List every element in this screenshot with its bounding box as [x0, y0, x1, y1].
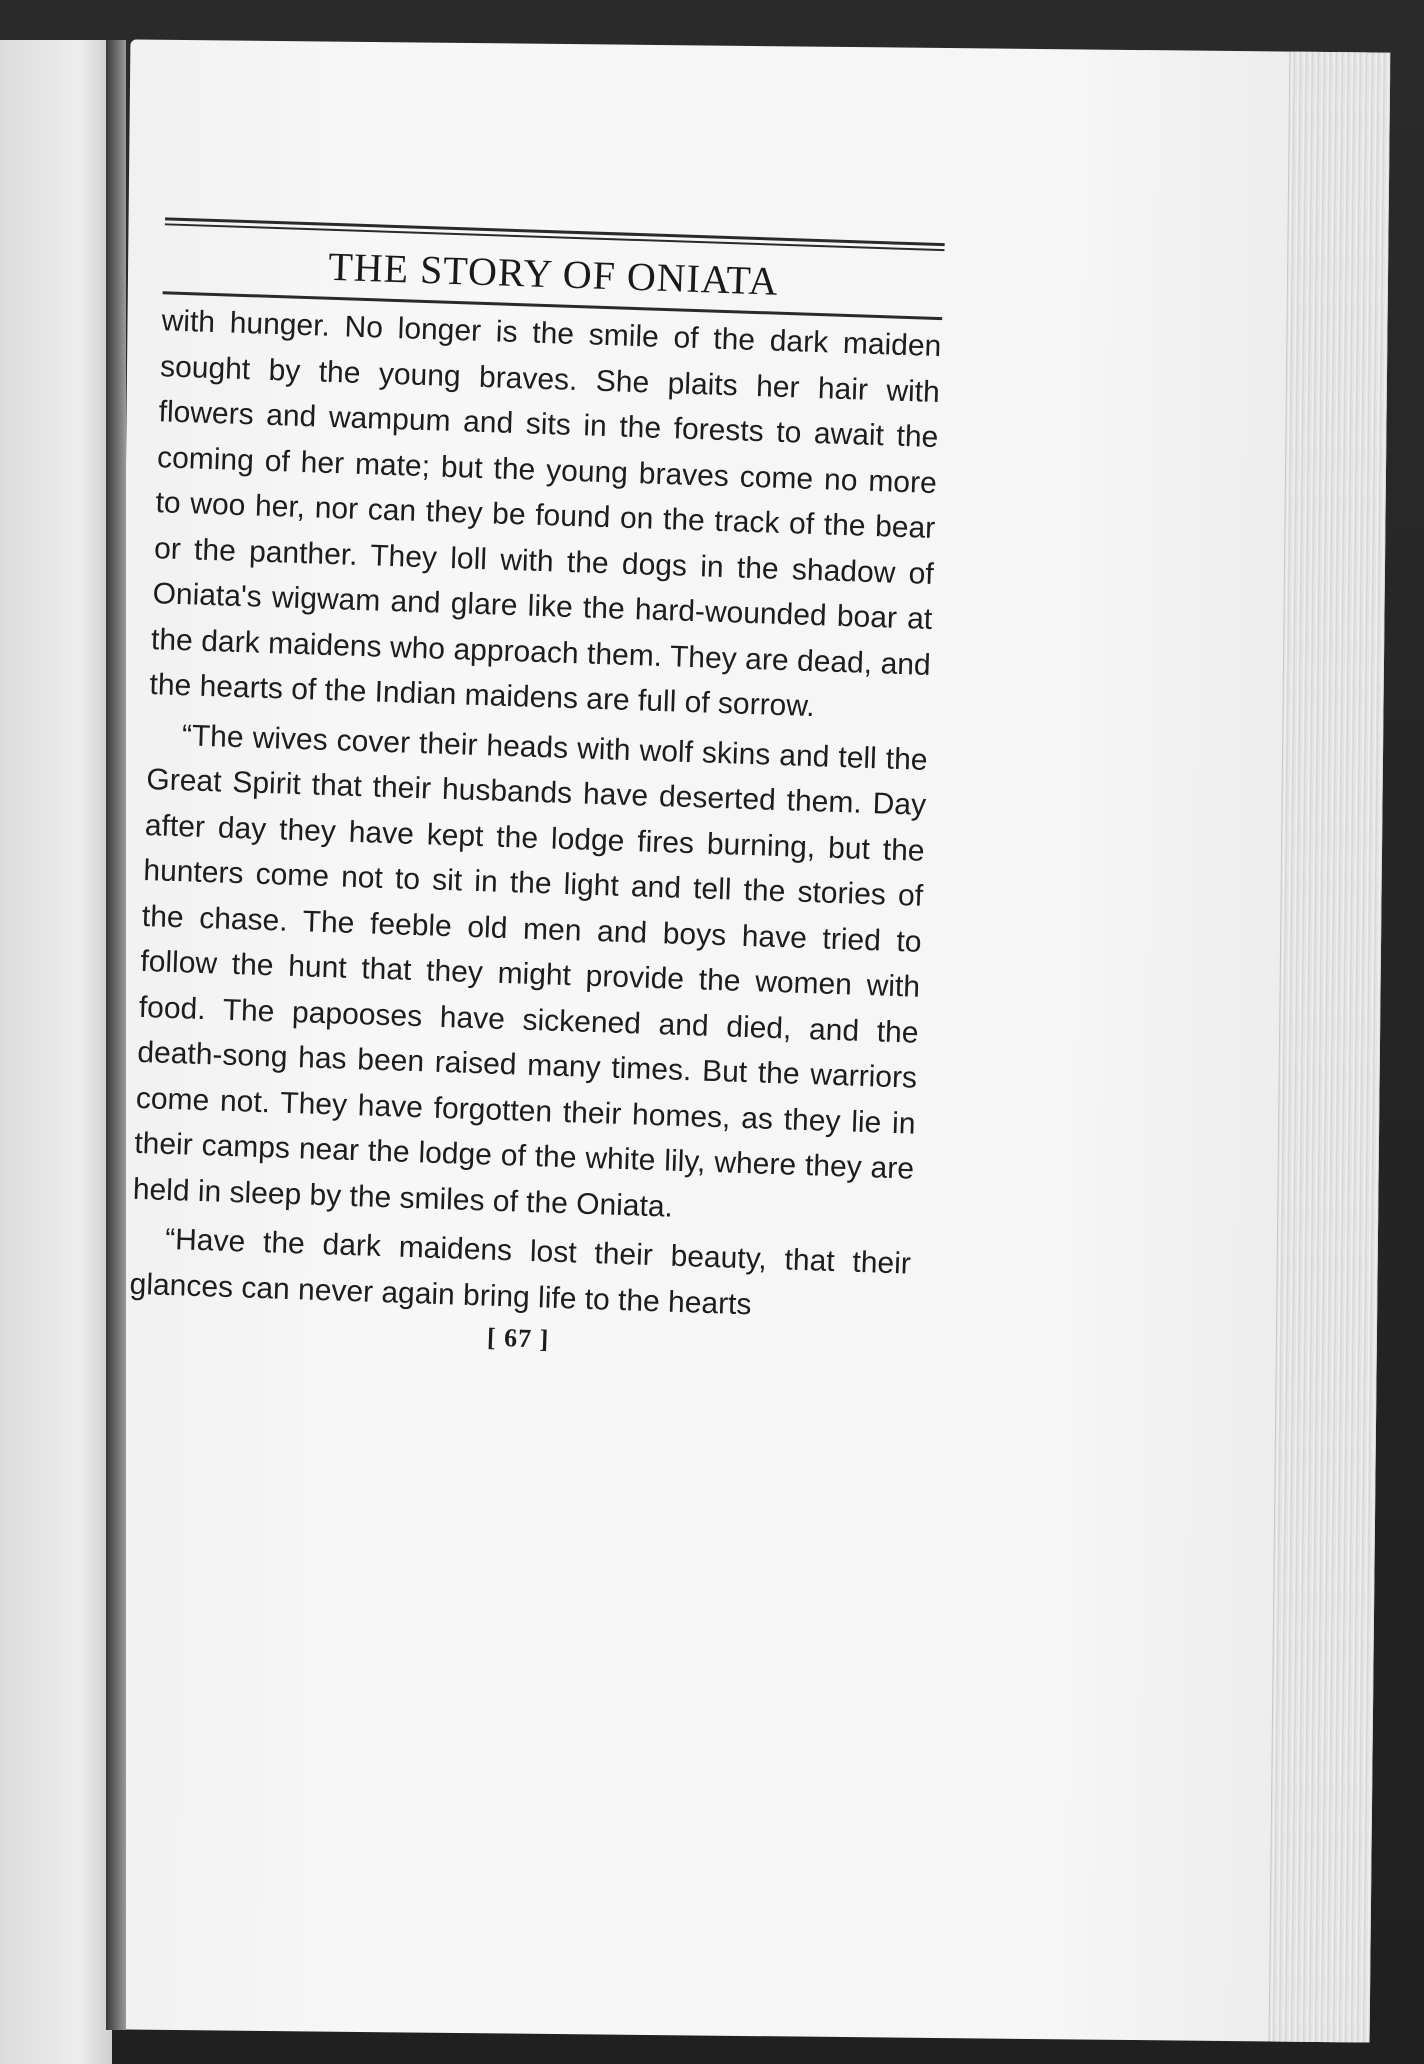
book-gutter [106, 40, 126, 2030]
page-number: [ 67 ] [486, 1322, 550, 1354]
page-content [128, 217, 945, 1366]
page-fore-edge [1269, 52, 1391, 2043]
paragraph-2: “The wives cover their heads with wolf skins and tell the Great Spirit that their husbands have deserted them. Day after day they have kept the lodge fires burning, but the hunters come not to sit in the light and tell the stories of the chase. The feeble old men and boys have tried to follow the hunt that they might provide the women with food. The papooses have sickened and died, and the death-song has been raised many times. But the warriors come not. They have forgotten their homes, as they lie in their camps near the lodge of the white lily, where they are held in sleep by the smiles of the Oniata. [132, 718, 929, 1224]
running-head: THE STORY OF ONIATA [327, 243, 780, 304]
paragraph-3: “Have the dark maidens lost their beauty, that their glances can never again bring life to the hearts [129, 1222, 912, 1321]
paragraph-1: with hunger. No longer is the smile of the dark maiden sought by the young braves. She plaits her hair with flowers and wampum and sits in the forests to await the coming of her mate; but the young braves come no more to woo her, nor can they be found on the track of the bear or the panther. They loll with the dogs in the shadow of Oniata's wigwam and glare like the hard-wounded boar at the dark maidens who approach them. They are dead, and the hearts of the Indian maidens are full of sorrow. [149, 304, 942, 724]
facing-page-edge [0, 40, 112, 2064]
